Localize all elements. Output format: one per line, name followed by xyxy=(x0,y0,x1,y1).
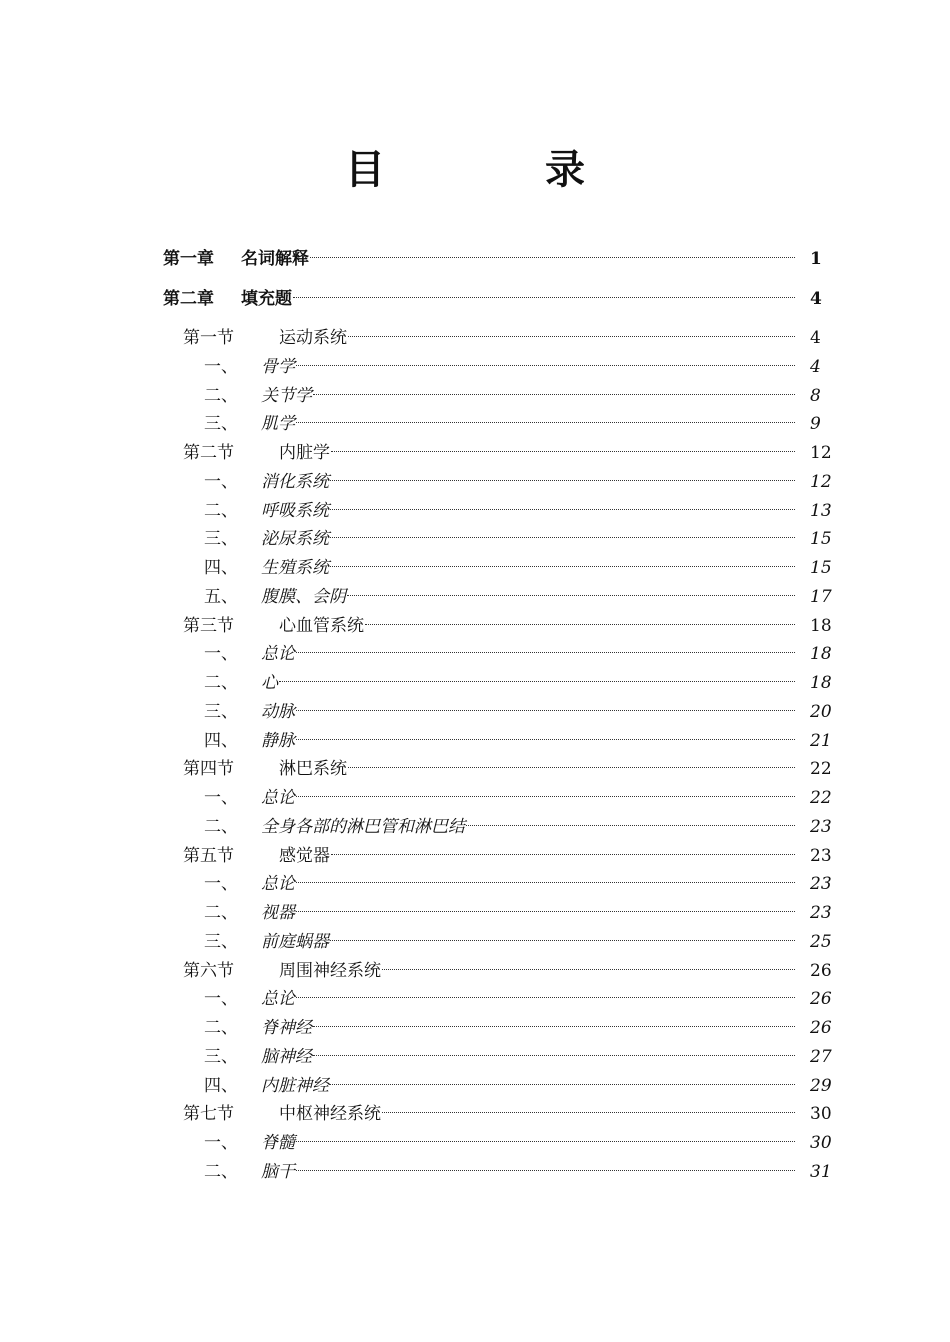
toc-entry-item[interactable] xyxy=(0,375,950,406)
toc-entry-page-number: 31 xyxy=(810,1161,832,1182)
dot-leader xyxy=(295,1122,796,1148)
dot-leader xyxy=(330,432,796,458)
toc-entry-label: 视器 xyxy=(261,903,295,923)
toc-entry-number: 二、 xyxy=(204,673,238,693)
toc-entry-item[interactable] xyxy=(0,892,950,923)
toc-entry-number: 三、 xyxy=(204,1046,238,1067)
dot-leader xyxy=(292,278,796,304)
toc-entry-item[interactable] xyxy=(0,1065,950,1096)
toc-entry-page-number: 22 xyxy=(810,759,832,780)
toc-entry-item[interactable] xyxy=(0,720,950,751)
toc-entry-label: 全身各部的淋巴管和淋巴结 xyxy=(261,816,465,837)
dot-leader xyxy=(295,892,796,918)
toc-entry-label: 脑干 xyxy=(261,1161,295,1182)
dot-leader xyxy=(295,1151,796,1177)
dot-leader xyxy=(330,835,796,861)
toc-entry-page-number: 26 xyxy=(810,1018,832,1038)
toc-entry-number: 第二节 xyxy=(183,443,234,463)
toc-entry-page-number: 23 xyxy=(810,874,832,895)
toc-entry-page-number: 4 xyxy=(810,328,821,348)
toc-entry-page-number: 13 xyxy=(810,500,832,521)
toc-entry-page-number: 23 xyxy=(810,816,832,837)
dot-leader xyxy=(295,863,796,889)
dot-leader xyxy=(312,375,796,401)
toc-entry-page-number: 15 xyxy=(810,558,832,578)
toc-entry-number: 第六节 xyxy=(183,960,234,981)
toc-entry-number: 三、 xyxy=(204,414,238,435)
toc-entry-page-number: 1 xyxy=(810,249,822,269)
toc-entry-number: 一、 xyxy=(204,356,238,377)
toc-entry-number: 第一节 xyxy=(183,328,234,348)
toc-entry-label: 关节学 xyxy=(261,385,312,406)
dot-leader xyxy=(347,317,796,343)
toc-entry-page-number: 21 xyxy=(810,730,832,751)
toc-entry-label: 腹膜、会阴 xyxy=(261,586,346,607)
toc-entry-page-number: 18 xyxy=(810,615,832,636)
toc-entry-item[interactable] xyxy=(0,490,950,521)
toc-entry-page-number: 12 xyxy=(810,443,832,463)
toc-entry-page-number: 27 xyxy=(810,1046,832,1067)
toc-entry-item[interactable] xyxy=(0,633,950,665)
dot-leader xyxy=(465,806,796,832)
toc-entry-number: 四、 xyxy=(204,730,238,751)
toc-entry-label: 心血管系统 xyxy=(279,615,364,636)
toc-entry-label: 总论 xyxy=(261,644,295,665)
dot-leader xyxy=(295,720,796,746)
dot-leader xyxy=(329,921,796,947)
toc-entry-number: 一、 xyxy=(204,874,238,895)
toc-entry-number: 二、 xyxy=(204,903,238,923)
toc-entry-label: 脑神经 xyxy=(261,1046,312,1067)
dot-leader xyxy=(329,518,796,544)
toc-entry-page-number: 8 xyxy=(810,385,821,406)
dot-leader xyxy=(295,633,796,659)
toc-entry-number: 一、 xyxy=(204,1133,238,1153)
toc-entry-label: 动脉 xyxy=(261,701,295,722)
toc-entry-item[interactable] xyxy=(0,863,950,895)
toc-entry-item[interactable] xyxy=(0,1122,950,1153)
toc-entry-item[interactable] xyxy=(0,978,950,1010)
toc-entry-number: 一、 xyxy=(204,644,238,665)
toc-entry-number: 一、 xyxy=(204,471,238,492)
dot-leader xyxy=(295,777,796,803)
dot-leader xyxy=(329,547,796,573)
toc-entry-section[interactable] xyxy=(0,1093,950,1125)
dot-leader xyxy=(329,461,796,487)
toc-entry-page-number: 17 xyxy=(810,586,832,607)
toc-entry-section[interactable] xyxy=(0,432,950,463)
toc-entry-number: 第四节 xyxy=(183,759,234,780)
toc-entry-number: 二、 xyxy=(204,385,238,406)
toc-entry-number: 第二章 xyxy=(163,289,214,309)
page-title: 目 录 xyxy=(345,146,645,193)
toc-entry-page-number: 18 xyxy=(810,673,832,693)
toc-entry-number: 一、 xyxy=(204,989,238,1010)
toc-entry-page-number: 15 xyxy=(810,529,832,550)
toc-entry-section[interactable] xyxy=(0,748,950,780)
toc-entry-label: 静脉 xyxy=(261,730,295,751)
toc-entry-section[interactable] xyxy=(0,835,950,866)
dot-leader xyxy=(278,662,796,688)
dot-leader xyxy=(329,1065,796,1091)
toc-entry-page-number: 4 xyxy=(810,289,822,309)
toc-entry-number: 三、 xyxy=(204,701,238,722)
toc-entry-label: 内脏学 xyxy=(279,443,330,463)
toc-entry-number: 第三节 xyxy=(183,615,234,636)
toc-entry-item[interactable] xyxy=(0,662,950,693)
toc-entry-number: 一、 xyxy=(204,788,238,808)
toc-entry-section[interactable] xyxy=(0,950,950,981)
toc-entry-item[interactable] xyxy=(0,1151,950,1182)
dot-leader xyxy=(329,490,796,516)
toc-entry-page-number: 4 xyxy=(810,356,821,377)
toc-entry-label: 骨学 xyxy=(261,356,295,377)
toc-entry-label: 生殖系统 xyxy=(261,558,329,578)
toc-entry-label: 总论 xyxy=(261,989,295,1010)
toc-entry-label: 前庭蜗器 xyxy=(261,931,329,952)
toc-entry-label: 运动系统 xyxy=(279,328,347,348)
toc-entry-label: 感觉器 xyxy=(279,845,330,866)
toc-entry-number: 二、 xyxy=(204,1018,238,1038)
dot-leader xyxy=(295,978,796,1004)
toc-entry-page-number: 22 xyxy=(810,788,832,808)
toc-entry-label: 总论 xyxy=(261,874,295,895)
toc-entry-item[interactable] xyxy=(0,1036,950,1067)
toc-entry-number: 四、 xyxy=(204,1075,238,1096)
toc-entry-item[interactable] xyxy=(0,777,950,808)
toc-entry-label: 名词解释 xyxy=(241,249,309,269)
dot-leader xyxy=(381,950,796,976)
toc-entry-page-number: 30 xyxy=(810,1104,832,1125)
toc-entry-page-number: 29 xyxy=(810,1075,832,1096)
toc-entry-item[interactable] xyxy=(0,576,950,607)
toc-entry-page-number: 25 xyxy=(810,931,832,952)
toc-entry-label: 填充题 xyxy=(241,289,292,309)
dot-leader xyxy=(346,576,796,602)
toc-entry-item[interactable] xyxy=(0,691,950,722)
toc-entry-label: 呼吸系统 xyxy=(261,500,329,521)
toc-entry-number: 三、 xyxy=(204,931,238,952)
dot-leader xyxy=(312,1036,796,1062)
toc-entry-label: 泌尿系统 xyxy=(261,529,329,550)
toc-entry-item[interactable] xyxy=(0,346,950,377)
toc-entry-number: 四、 xyxy=(204,558,238,578)
dot-leader xyxy=(312,1007,796,1033)
toc-entry-item[interactable] xyxy=(0,1007,950,1038)
toc-entry-number: 第七节 xyxy=(183,1104,234,1125)
toc-entry-item[interactable] xyxy=(0,518,950,550)
toc-entry-label: 肌学 xyxy=(261,414,295,435)
toc-entry-item[interactable] xyxy=(0,403,950,435)
toc-entry-number: 二、 xyxy=(204,816,238,837)
toc-entry-label: 总论 xyxy=(261,788,295,808)
toc-entry-label: 脊神经 xyxy=(261,1018,312,1038)
dot-leader xyxy=(364,605,796,631)
toc-entry-label: 淋巴系统 xyxy=(279,759,347,780)
toc-entry-number: 二、 xyxy=(204,500,238,521)
toc-entry-item[interactable] xyxy=(0,806,950,837)
toc-entry-page-number: 26 xyxy=(810,960,832,981)
toc-entry-section[interactable] xyxy=(0,605,950,636)
toc-entry-page-number: 30 xyxy=(810,1133,832,1153)
toc-entry-label: 消化系统 xyxy=(261,471,329,492)
toc-entry-page-number: 9 xyxy=(810,414,821,435)
toc-entry-number: 三、 xyxy=(204,529,238,550)
toc-entry-page-number: 20 xyxy=(810,701,832,722)
toc-entry-label: 内脏神经 xyxy=(261,1075,329,1096)
toc-entry-label: 周围神经系统 xyxy=(279,960,381,981)
dot-leader xyxy=(295,346,796,372)
toc-entry-number: 第五节 xyxy=(183,845,234,866)
dot-leader xyxy=(295,403,796,429)
toc-entry-number: 第一章 xyxy=(163,249,214,269)
dot-leader xyxy=(347,748,796,774)
toc-entry-page-number: 23 xyxy=(810,845,832,866)
toc-entry-label: 心 xyxy=(261,673,278,693)
toc-entry-chapter[interactable] xyxy=(0,238,950,269)
toc-entry-section[interactable] xyxy=(0,317,950,348)
dot-leader xyxy=(381,1093,796,1119)
toc-entry-page-number: 23 xyxy=(810,903,832,923)
toc-entry-label: 脊髓 xyxy=(261,1133,295,1153)
toc-entry-item[interactable] xyxy=(0,921,950,952)
toc-entry-label: 中枢神经系统 xyxy=(279,1104,381,1125)
dot-leader xyxy=(309,238,796,264)
toc-entry-number: 五、 xyxy=(204,586,238,607)
toc-entry-item[interactable] xyxy=(0,547,950,578)
toc-entry-page-number: 26 xyxy=(810,989,832,1010)
toc-entry-chapter[interactable] xyxy=(0,278,950,309)
toc-entry-item[interactable] xyxy=(0,461,950,492)
toc-entry-page-number: 12 xyxy=(810,471,832,492)
toc-entry-number: 二、 xyxy=(204,1161,238,1182)
toc-entry-page-number: 18 xyxy=(810,644,832,665)
dot-leader xyxy=(295,691,796,717)
